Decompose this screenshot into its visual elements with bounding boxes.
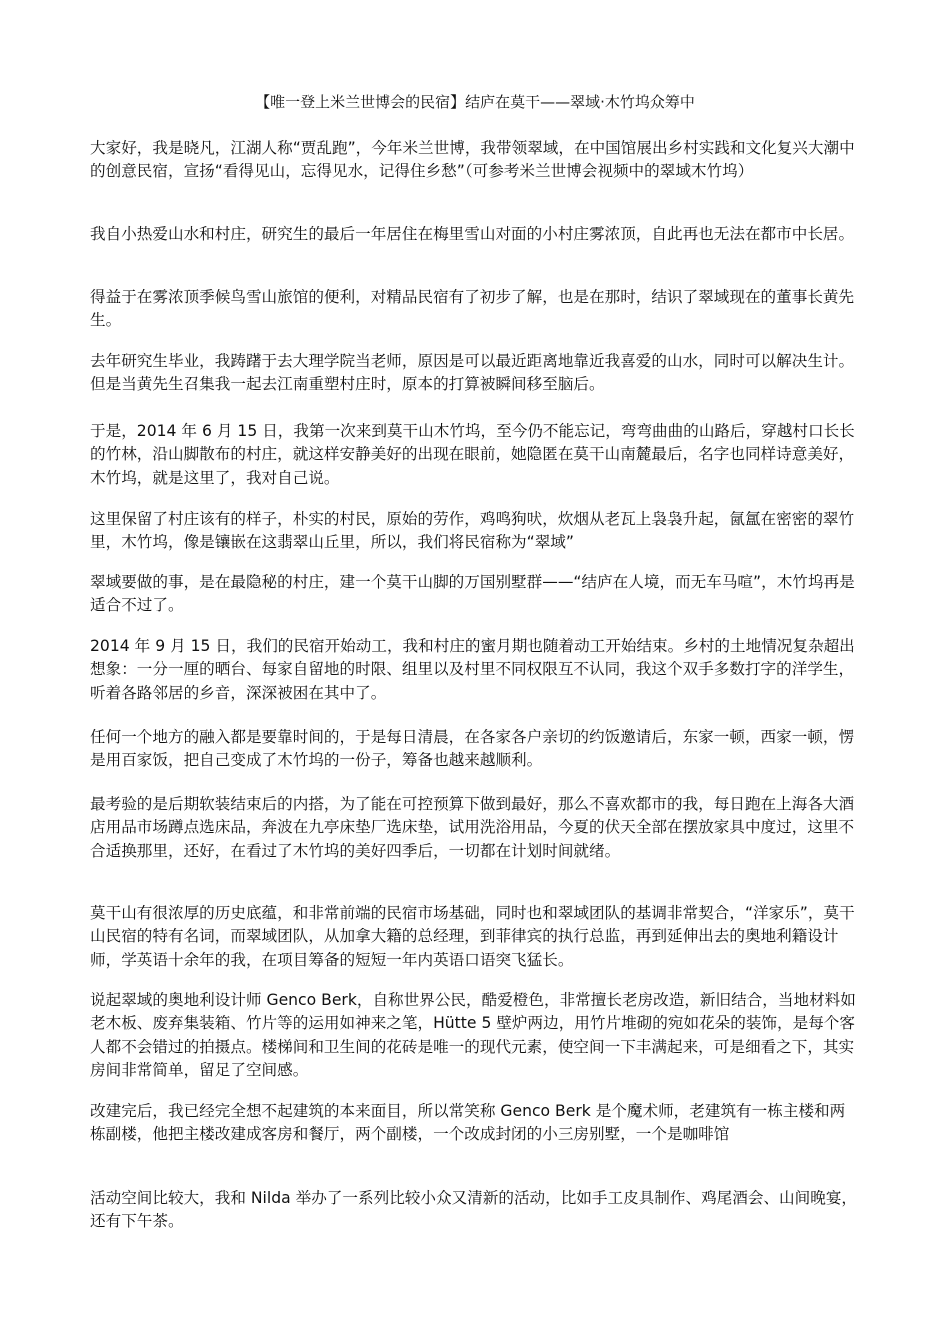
paragraph-graduation: 去年研究生毕业，我踌躇于去大理学院当老师，原因是可以最近距离地靠近我喜爱的山水，同时可以解决生计。但是当黄先生召集我一起去江南重塑村庄时，原本的打算被瞬间移至脑后。 (90, 352, 855, 394)
paragraph-moganshan: 莫干山有很浓厚的历史底蕴，和非常前端的民宿市场基础，同时也和翠域团队的基调非常契合，“洋家乐”，莫干山民宿的特有名词，而翠域团队，从加拿大籍的总经理，到菲律宾的执行总监，再到延伸出去的奥地利籍设计师，学英语十余年的我，在项目筹备的短短一年内英语口语突飞猛长。 (90, 904, 855, 969)
paragraph-arrival: 于是，2014 年 6 月 15 日，我第一次来到莫干山木竹坞，至今仍不能忘记，弯弯曲曲的山路后，穿越村口长长的竹林，沿山脚散布的村庄，就这样安静美好的出现在眼前，她隐匿在莫干山南麓最后，名字也同样诗意美好，木竹坞，就是这里了，我对自己说。 (90, 422, 855, 487)
paragraph-village: 这里保留了村庄该有的样子，朴实的村民，原始的劳作，鸡鸣狗吠，炊烟从老瓦上袅袅升起，氤氲在密密的翠竹里，木竹坞，像是镶嵌在这翡翠山丘里，所以，我们将民宿称为“翠域” (90, 510, 855, 552)
document-title: 【唯一登上米兰世博会的民宿】结庐在莫干——翠域·木竹坞众筹中 (255, 93, 695, 111)
paragraph-love-of-villages: 我自小热爱山水和村庄，研究生的最后一年居住在梅里雪山对面的小村庄雾浓顶，自此再也无法在都市中长居。 (90, 225, 855, 243)
paragraph-furnishing: 最考验的是后期软装结束后的内搭，为了能在可控预算下做到最好，那么不喜欢都市的我，每日跑在上海各大酒店用品市场蹲点选床品，奔波在九亭床垫厂选床垫，试用洗浴用品，今夏的伏天全部在摆放家具中度过，这里不合适换那里，还好，在看过了木竹坞的美好四季后，一切都在计划时间就绪。 (90, 795, 855, 860)
paragraph-intro: 大家好，我是晓凡，江湖人称“贾乱跑”，今年米兰世博，我带领翠域，在中国馆展出乡村实践和文化复兴大潮中的创意民宿，宣扬“看得见山，忘得见水，记得住乡愁”（可参考米兰世博会视频中的翠域木竹坞） (90, 139, 855, 181)
paragraph-designer: 说起翠域的奥地利设计师 Genco Berk，自称世界公民，酷爱橙色，非常擅长老房改造，新旧结合，当地材料如老木板、废弃集装箱、竹片等的运用如神来之笔，Hütte 5 壁炉两边，用竹片堆砌的宛如花朵的装饰，是每个客人都不会错过的拍摄点。楼梯间和卫生间的花砖是唯一的现代元素，使空间一下丰满起来，可是细看之下，其实房间非常简单，留足了空间感。 (90, 991, 856, 1080)
paragraph-renovation: 改建完后，我已经完全想不起建筑的本来面目，所以常笑称 Genco Berk 是个魔术师，老建筑有一栋主楼和两栋副楼，他把主楼改建成客房和餐厅，两个副楼，一个改成封闭的小三房别墅，一个是咖啡馆 (90, 1102, 846, 1144)
paragraph-mission: 翠域要做的事，是在最隐秘的村庄，建一个莫干山脚的万国别墅群——“结庐在人境，而无车马喧”，木竹坞再是适合不过了。 (90, 573, 855, 615)
paragraph-activities: 活动空间比较大，我和 Nilda 举办了一系列比较小众又清新的活动，比如手工皮具制作、鸡尾酒会、山间晚宴，还有下午茶。 (90, 1189, 858, 1231)
paragraph-integration: 任何一个地方的融入都是要靠时间的，于是每日清晨，在各家各户亲切的约饭邀请后，东家一顿，西家一顿，愣是用百家饭，把自己变成了木竹坞的一份子，筹备也越来越顺利。 (90, 728, 855, 770)
paragraph-meeting-chairman: 得益于在雾浓顶季候鸟雪山旅馆的便利，对精品民宿有了初步了解，也是在那时，结识了翠域现在的董事长黄先生。 (90, 288, 855, 330)
paragraph-construction: 2014 年 9 月 15 日，我们的民宿开始动工，我和村庄的蜜月期也随着动工开始结束。乡村的土地情况复杂超出想象：一分一厘的晒台、每家自留地的时限、组里以及村里不同权限互不认同，我这个双手多数打字的洋学生，听着各路邻居的乡音，深深被困在其中了。 (90, 637, 855, 702)
